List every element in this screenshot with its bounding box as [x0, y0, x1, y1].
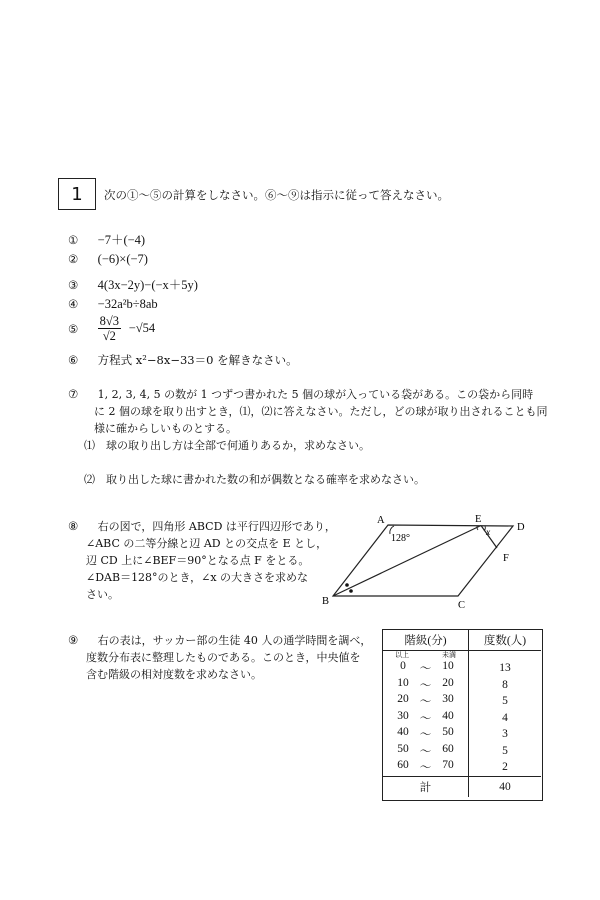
frequency-value: 5	[502, 744, 508, 757]
q7-line-2: に 2 個の球を取り出すとき，⑴，⑵に答えなさい。ただし，どの球が取り出されることも同	[94, 405, 548, 418]
class-range	[383, 726, 469, 743]
item-expression: −7＋(−4)	[97, 233, 146, 247]
fraction	[98, 314, 121, 343]
item-expression: (−6)×(−7)	[97, 252, 148, 266]
label-e: E	[475, 514, 482, 525]
item-marker: ⑨	[68, 633, 79, 647]
frequency-value: 13	[499, 662, 511, 675]
question-instruction: 次の①〜⑤の計算をしなさい。⑥〜⑨は指示に従って答えなさい。	[104, 188, 449, 202]
item-marker: ⑦	[68, 387, 79, 401]
q7-sub-2: ⑵ 取り出した球に書かれた数の和が偶数となる確率を求めなさい。	[84, 473, 425, 486]
range-tilde: 〜	[419, 729, 432, 742]
range-to: 20	[442, 676, 454, 689]
label-a: A	[377, 515, 385, 526]
range-to: 30	[442, 693, 454, 706]
q8-line-2: ∠ABC の二等分線と辺 AD との交点を E とし，	[86, 537, 328, 550]
item-expression: 4(3x−2y)−(−x＋5y)	[97, 278, 198, 292]
range-to: 10	[442, 660, 454, 673]
total-value: 40	[469, 776, 542, 797]
range-from: 50	[397, 742, 409, 755]
item-marker: ⑤	[68, 321, 79, 336]
table-row	[383, 693, 541, 710]
range-from: 10	[397, 676, 409, 689]
fraction-denominator: √2	[102, 329, 116, 343]
q7-text: 1, 2, 3, 4, 5 の数が 1 つずつ書かれた 5 個の球が入っている袋がある。この袋から同時	[97, 388, 534, 401]
item-marker: ⑥	[68, 353, 79, 367]
item-3	[68, 275, 198, 293]
range-from: 20	[397, 693, 409, 706]
q8-line-1	[68, 518, 336, 534]
label-b: B	[322, 596, 330, 607]
table-subheader-row	[383, 651, 541, 661]
subheader-lower: 以上	[395, 651, 409, 659]
fraction-numerator: 8√3	[99, 314, 120, 328]
bisector-mark-1	[345, 583, 349, 587]
q9-line-1	[68, 632, 371, 648]
class-range	[383, 759, 469, 776]
label-c: C	[458, 600, 466, 611]
item-marker: ⑧	[68, 519, 79, 533]
subheader-cell	[383, 651, 469, 661]
table-row	[383, 726, 541, 743]
q8-line-4: ∠DAB＝128°のとき，∠x の大きさを求めな	[86, 571, 309, 584]
item-expression: −32a²b÷8ab	[97, 297, 158, 311]
range-from: 60	[397, 759, 409, 772]
range-tilde: 〜	[419, 696, 432, 709]
table-row	[383, 660, 541, 677]
q8-line-5: さい。	[86, 588, 119, 601]
class-range	[383, 677, 469, 694]
q7-line-3: 様に確からしいものとする。	[94, 422, 237, 435]
table-row	[383, 743, 541, 760]
table-row	[383, 759, 541, 776]
range-to: 50	[442, 726, 454, 739]
range-to: 40	[442, 709, 454, 722]
item-4	[68, 297, 158, 312]
table-row	[383, 677, 541, 694]
frequency-value: 5	[502, 695, 508, 708]
frequency-value: 8	[502, 678, 508, 691]
header-frequency: 度数(人)	[469, 630, 542, 651]
range-tilde: 〜	[419, 663, 432, 676]
question-number-box	[58, 178, 96, 210]
frequency-value: 4	[502, 711, 508, 724]
range-to: 60	[442, 742, 454, 755]
item-expression: 方程式 x²−8x−33＝0 を解きなさい。	[97, 353, 298, 367]
label-f: F	[503, 553, 509, 564]
frequency-value: 3	[502, 728, 508, 741]
frequency-value: 2	[502, 761, 508, 774]
item-5	[68, 314, 155, 343]
table-total-row	[383, 776, 541, 797]
q8-text: 右の図で，四角形 ABCD は平行四辺形であり，	[97, 520, 336, 533]
range-from: 40	[397, 726, 409, 739]
label-d: D	[517, 522, 525, 533]
range-from: 0	[400, 660, 406, 673]
q9-line-2: 度数分布表に整理したものである。このとき，中央値を	[86, 651, 361, 664]
label-angle-128: 128°	[391, 533, 410, 544]
item-marker: ④	[68, 297, 79, 311]
range-to: 70	[442, 759, 454, 772]
class-range	[383, 743, 469, 760]
item-expression: −√54	[128, 321, 156, 335]
item-6	[68, 352, 298, 368]
item-marker: ②	[68, 252, 79, 266]
item-2	[68, 252, 148, 267]
bisector-mark-2	[349, 589, 353, 593]
range-tilde: 〜	[419, 762, 432, 775]
item-marker: ①	[68, 233, 79, 247]
label-x: x	[486, 528, 491, 538]
question-number: 1	[71, 183, 83, 205]
class-range	[383, 710, 469, 727]
q8-line-3: 辺 CD 上に∠BEF＝90°となる点 F をとる。	[86, 554, 310, 567]
q7-sub-1: ⑴ 球の取り出し方は全部で何通りあるか，求めなさい。	[84, 439, 370, 452]
class-range	[383, 693, 469, 710]
range-tilde: 〜	[419, 679, 432, 692]
subheader-upper: 未満	[442, 651, 456, 659]
q7-line-1	[68, 386, 533, 402]
table-header-row	[383, 630, 541, 651]
item-1	[68, 230, 145, 248]
table-row	[383, 710, 541, 727]
q9-text: 右の表は，サッカー部の生徒 40 人の通学時間を調べ，	[97, 634, 372, 647]
range-tilde: 〜	[419, 745, 432, 758]
item-marker: ③	[68, 278, 79, 292]
frequency-table	[383, 630, 541, 797]
parallelogram-figure	[315, 510, 535, 615]
range-tilde: 〜	[419, 712, 432, 725]
q9-line-3: 含む階級の相対度数を求めなさい。	[86, 668, 262, 681]
header-class: 階級(分)	[383, 630, 469, 651]
class-range	[383, 660, 469, 677]
total-label: 計	[383, 776, 469, 797]
range-from: 30	[397, 709, 409, 722]
